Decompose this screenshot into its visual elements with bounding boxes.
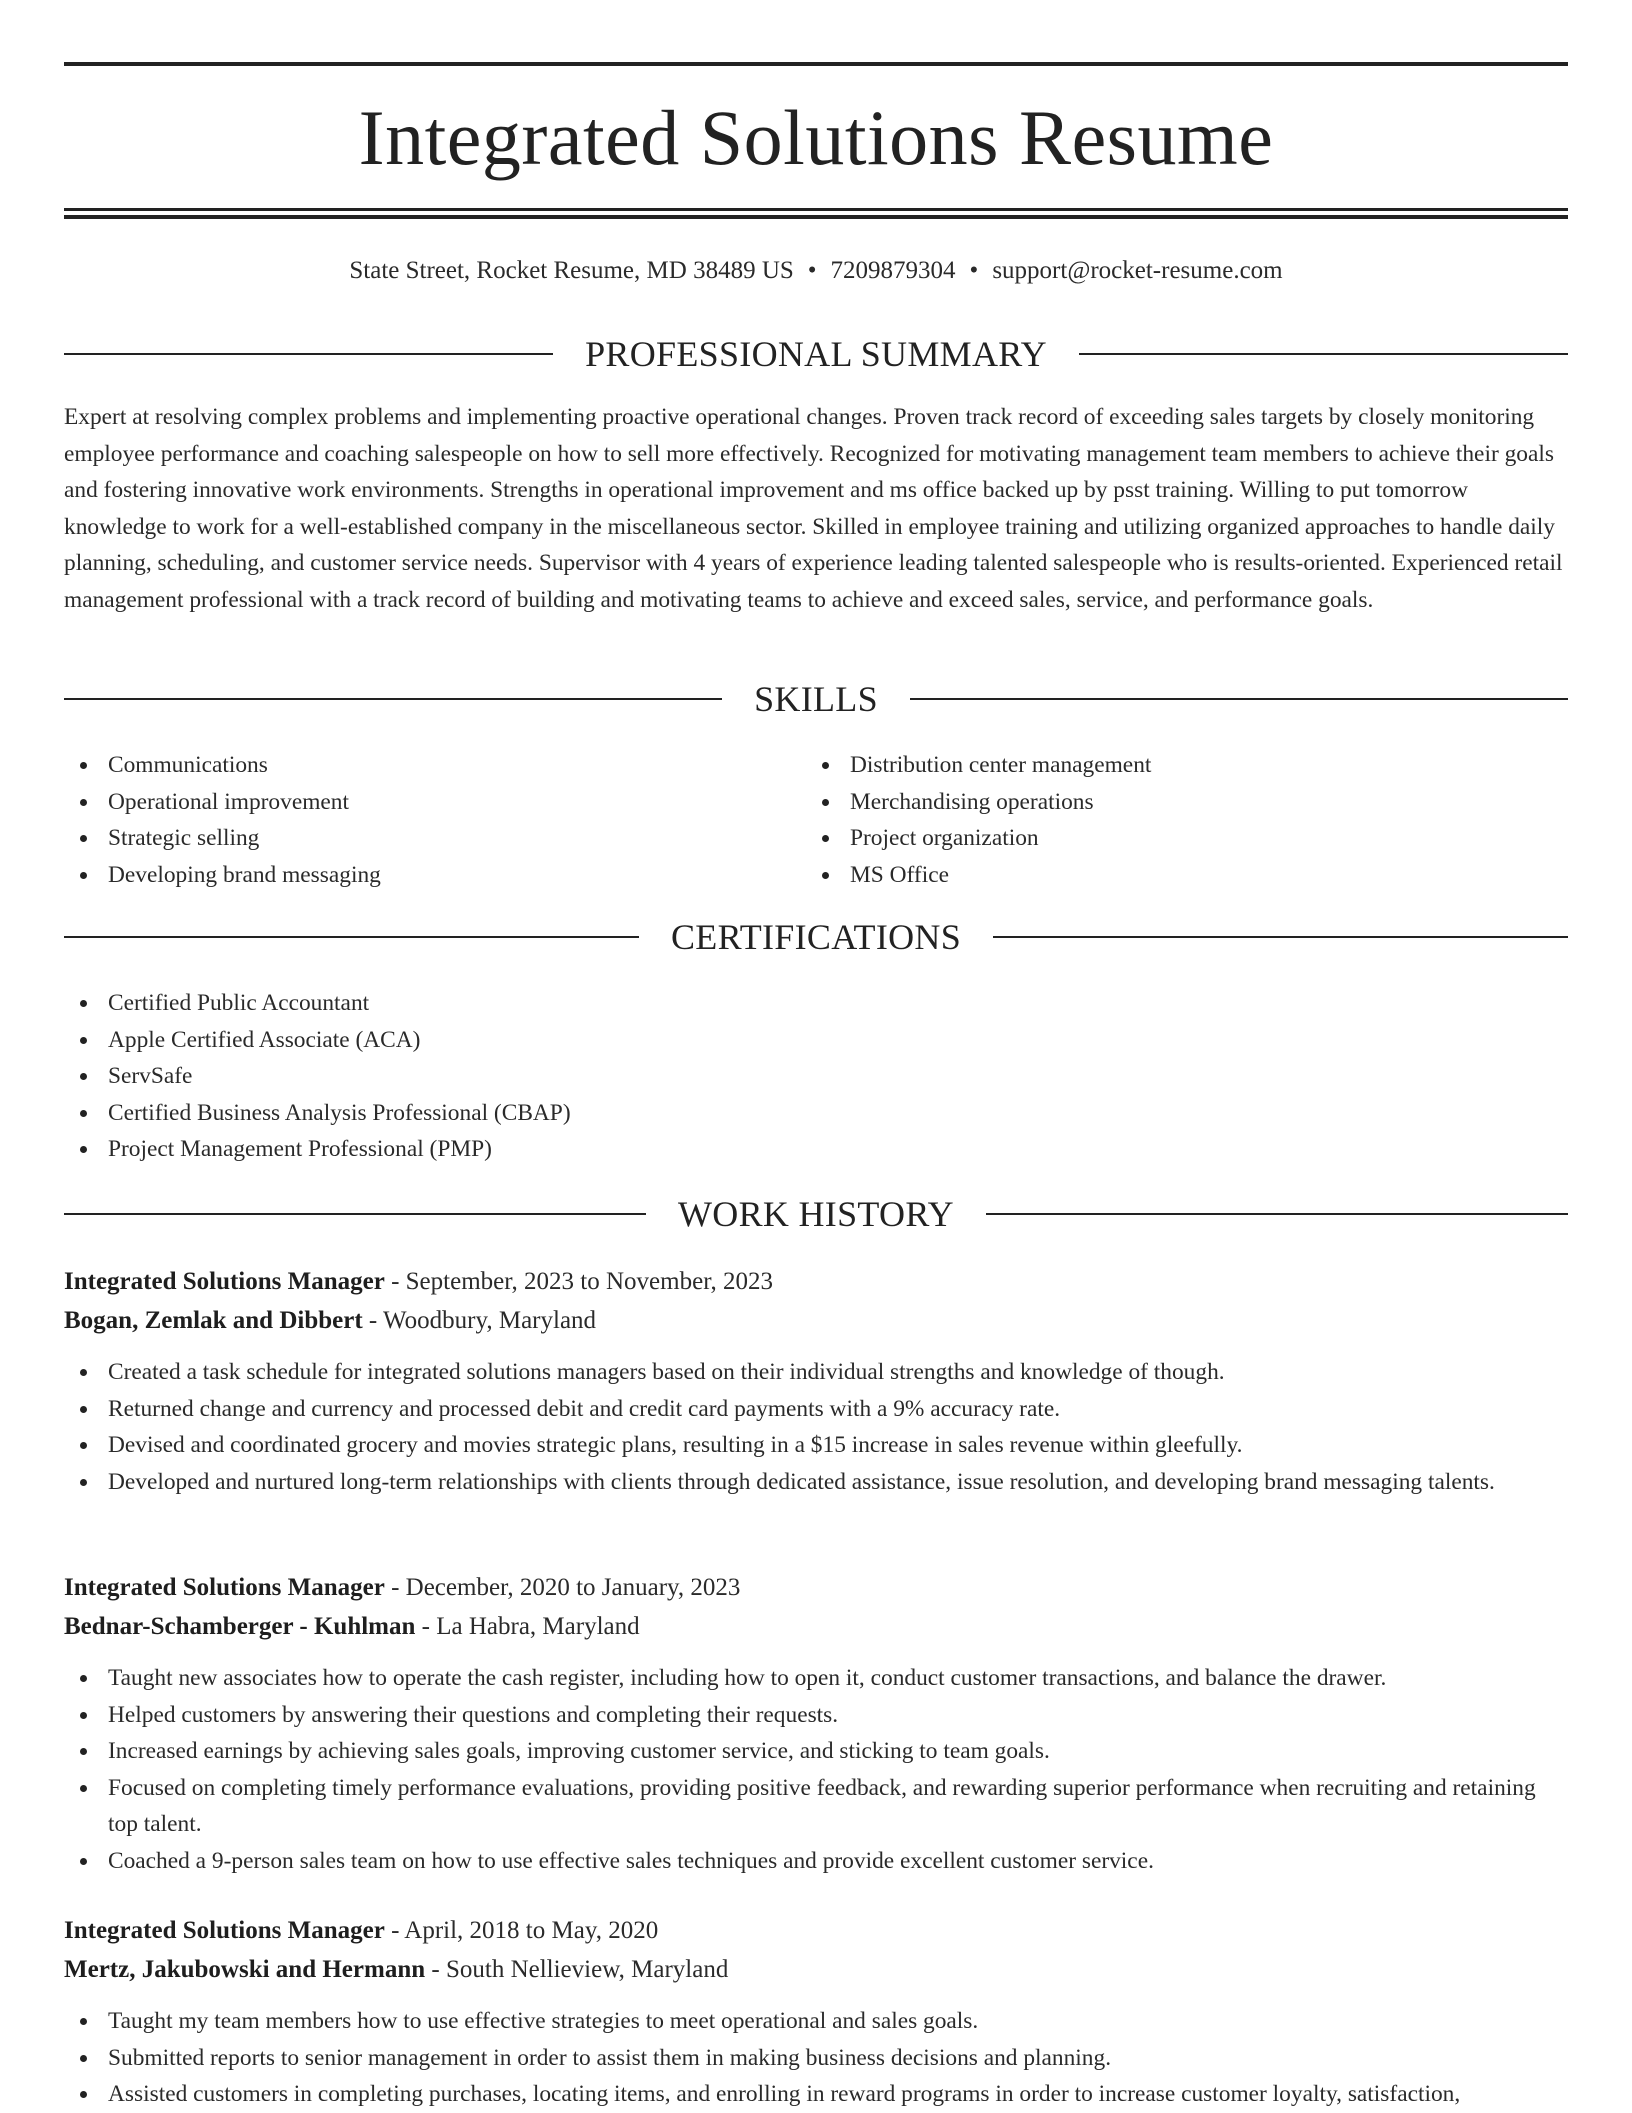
job-dates: - April, 2018 to May, 2020 xyxy=(384,1917,659,1944)
list-item: Submitted reports to senior management in order to assist them in making business decisions and planning. xyxy=(64,2040,1568,2077)
contact-separator: • xyxy=(807,257,817,284)
list-item: Certified Public Accountant xyxy=(64,985,1568,1022)
list-item: Project Management Professional (PMP) xyxy=(64,1131,1568,1168)
skills-list xyxy=(64,747,1568,893)
section-heading-summary xyxy=(64,331,1568,377)
job-title-line xyxy=(64,1262,1568,1301)
list-item: MS Office xyxy=(806,857,1548,894)
list-item: Developing brand messaging xyxy=(64,857,806,894)
skills-column-right xyxy=(806,747,1548,893)
section-heading-skills xyxy=(64,676,1568,722)
job-company-line xyxy=(64,1301,1568,1340)
list-item: Certified Business Analysis Professional (CBAP) xyxy=(64,1095,1568,1132)
list-item: Focused on completing timely performance evaluations, providing positive feedback, and rewarding superior performance when recruiting and retaining top talent. xyxy=(64,1770,1568,1843)
job-entry xyxy=(64,1568,1568,1879)
heading-rule xyxy=(986,1213,1568,1215)
job-location: - South Nellieview, Maryland xyxy=(425,1956,729,1983)
list-item: Devised and coordinated grocery and movies strategic plans, resulting in a $15 increase in sales revenue within gleefully. xyxy=(64,1427,1568,1464)
list-item: Project organization xyxy=(806,820,1548,857)
job-dates: - September, 2023 to November, 2023 xyxy=(384,1268,774,1295)
section-title: CERTIFICATIONS xyxy=(670,917,962,957)
section-heading-work-history xyxy=(64,1191,1568,1237)
job-title-line xyxy=(64,1568,1568,1607)
double-rule xyxy=(64,208,1568,219)
skills-column-left xyxy=(64,747,806,893)
list-item: Helped customers by answering their questions and completing their requests. xyxy=(64,1697,1568,1734)
list-item: Developed and nurtured long-term relationships with clients through dedicated assistance, issue resolution, and developing brand messaging talents. xyxy=(64,1464,1568,1501)
list-item: Distribution center management xyxy=(806,747,1548,784)
heading-rule xyxy=(1079,353,1568,355)
heading-rule xyxy=(993,936,1568,938)
list-item: Created a task schedule for integrated solutions managers based on their individual strengths and knowledge of though. xyxy=(64,1354,1568,1391)
section-heading-certifications xyxy=(64,914,1568,960)
job-title: Integrated Solutions Manager xyxy=(64,1268,385,1295)
company-name: Mertz, Jakubowski and Hermann xyxy=(64,1956,426,1983)
job-title: Integrated Solutions Manager xyxy=(64,1574,385,1601)
heading-rule xyxy=(910,698,1568,700)
job-company-line xyxy=(64,1607,1568,1646)
list-item: Strategic selling xyxy=(64,820,806,857)
job-dates: - December, 2020 to January, 2023 xyxy=(384,1574,741,1601)
heading-rule xyxy=(64,353,553,355)
summary-paragraph: Expert at resolving complex problems and implementing proactive operational changes. Proven track record of exceeding sales targets by closely monitoring employee performance and coaching salespeople on how to sell more effectively. Recognized for motivating management team members to achieve their goals and fostering innovative work environments. Strengths in operational improvement and ms office backed up by psst training. Willing to put tomorrow knowledge to work for a well-established company in the miscellaneous sector. Skilled in employee training and utilizing organized approaches to handle daily planning, scheduling, and customer service needs. Supervisor with 4 years of experience leading talented salespeople who is results-oriented. Experienced retail management professional with a track record of building and motivating teams to achieve and exceed sales, service, and performance goals. xyxy=(64,404,1563,613)
job-location: - Woodbury, Maryland xyxy=(362,1307,597,1334)
contact-separator: • xyxy=(969,257,979,284)
top-rule xyxy=(64,62,1568,66)
certifications-list xyxy=(64,985,1568,1168)
contact-line xyxy=(64,254,1568,288)
list-item: Increased earnings by achieving sales goals, improving customer service, and sticking to team goals. xyxy=(64,1733,1568,1770)
company-name: Bednar-Schamberger - Kuhlman xyxy=(64,1613,416,1640)
email-link[interactable]: support@rocket-resume.com xyxy=(992,257,1283,284)
list-item: Assisted customers in completing purchases, locating items, and enrolling in reward programs in order to increase customer loyalty, satisfaction, xyxy=(64,2076,1568,2113)
list-item: Taught new associates how to operate the cash register, including how to open it, conduct customer transactions, and balance the drawer. xyxy=(64,1660,1568,1697)
job-entry xyxy=(64,1262,1568,1500)
job-title-line xyxy=(64,1911,1568,1950)
job-location: - La Habra, Maryland xyxy=(415,1613,640,1640)
list-item: Taught my team members how to use effective strategies to meet operational and sales goals. xyxy=(64,2003,1568,2040)
list-item: Coached a 9-person sales team on how to use effective sales techniques and provide excellent customer service. xyxy=(64,1843,1568,1880)
list-item: Merchandising operations xyxy=(806,784,1548,821)
phone: 7209879304 xyxy=(830,257,956,284)
section-title: WORK HISTORY xyxy=(678,1194,954,1234)
list-item: Operational improvement xyxy=(64,784,806,821)
job-entry xyxy=(64,1911,1568,2113)
list-item: Communications xyxy=(64,747,806,784)
job-duties xyxy=(64,2003,1568,2113)
resume-title: Integrated Solutions Resume xyxy=(358,94,1274,181)
job-duties xyxy=(64,1660,1568,1879)
job-company-line xyxy=(64,1950,1568,1989)
job-title: Integrated Solutions Manager xyxy=(64,1917,385,1944)
list-item: ServSafe xyxy=(64,1058,1568,1095)
list-item: Returned change and currency and processed debit and credit card payments with a 9% accuracy rate. xyxy=(64,1391,1568,1428)
list-item: Apple Certified Associate (ACA) xyxy=(64,1022,1568,1059)
heading-rule xyxy=(64,698,722,700)
address: State Street, Rocket Resume, MD 38489 US xyxy=(349,257,794,284)
section-title: SKILLS xyxy=(754,679,878,719)
section-title: PROFESSIONAL SUMMARY xyxy=(585,334,1047,374)
heading-rule xyxy=(64,936,639,938)
company-name: Bogan, Zemlak and Dibbert xyxy=(64,1307,363,1334)
job-duties xyxy=(64,1354,1568,1500)
heading-rule xyxy=(64,1213,646,1215)
